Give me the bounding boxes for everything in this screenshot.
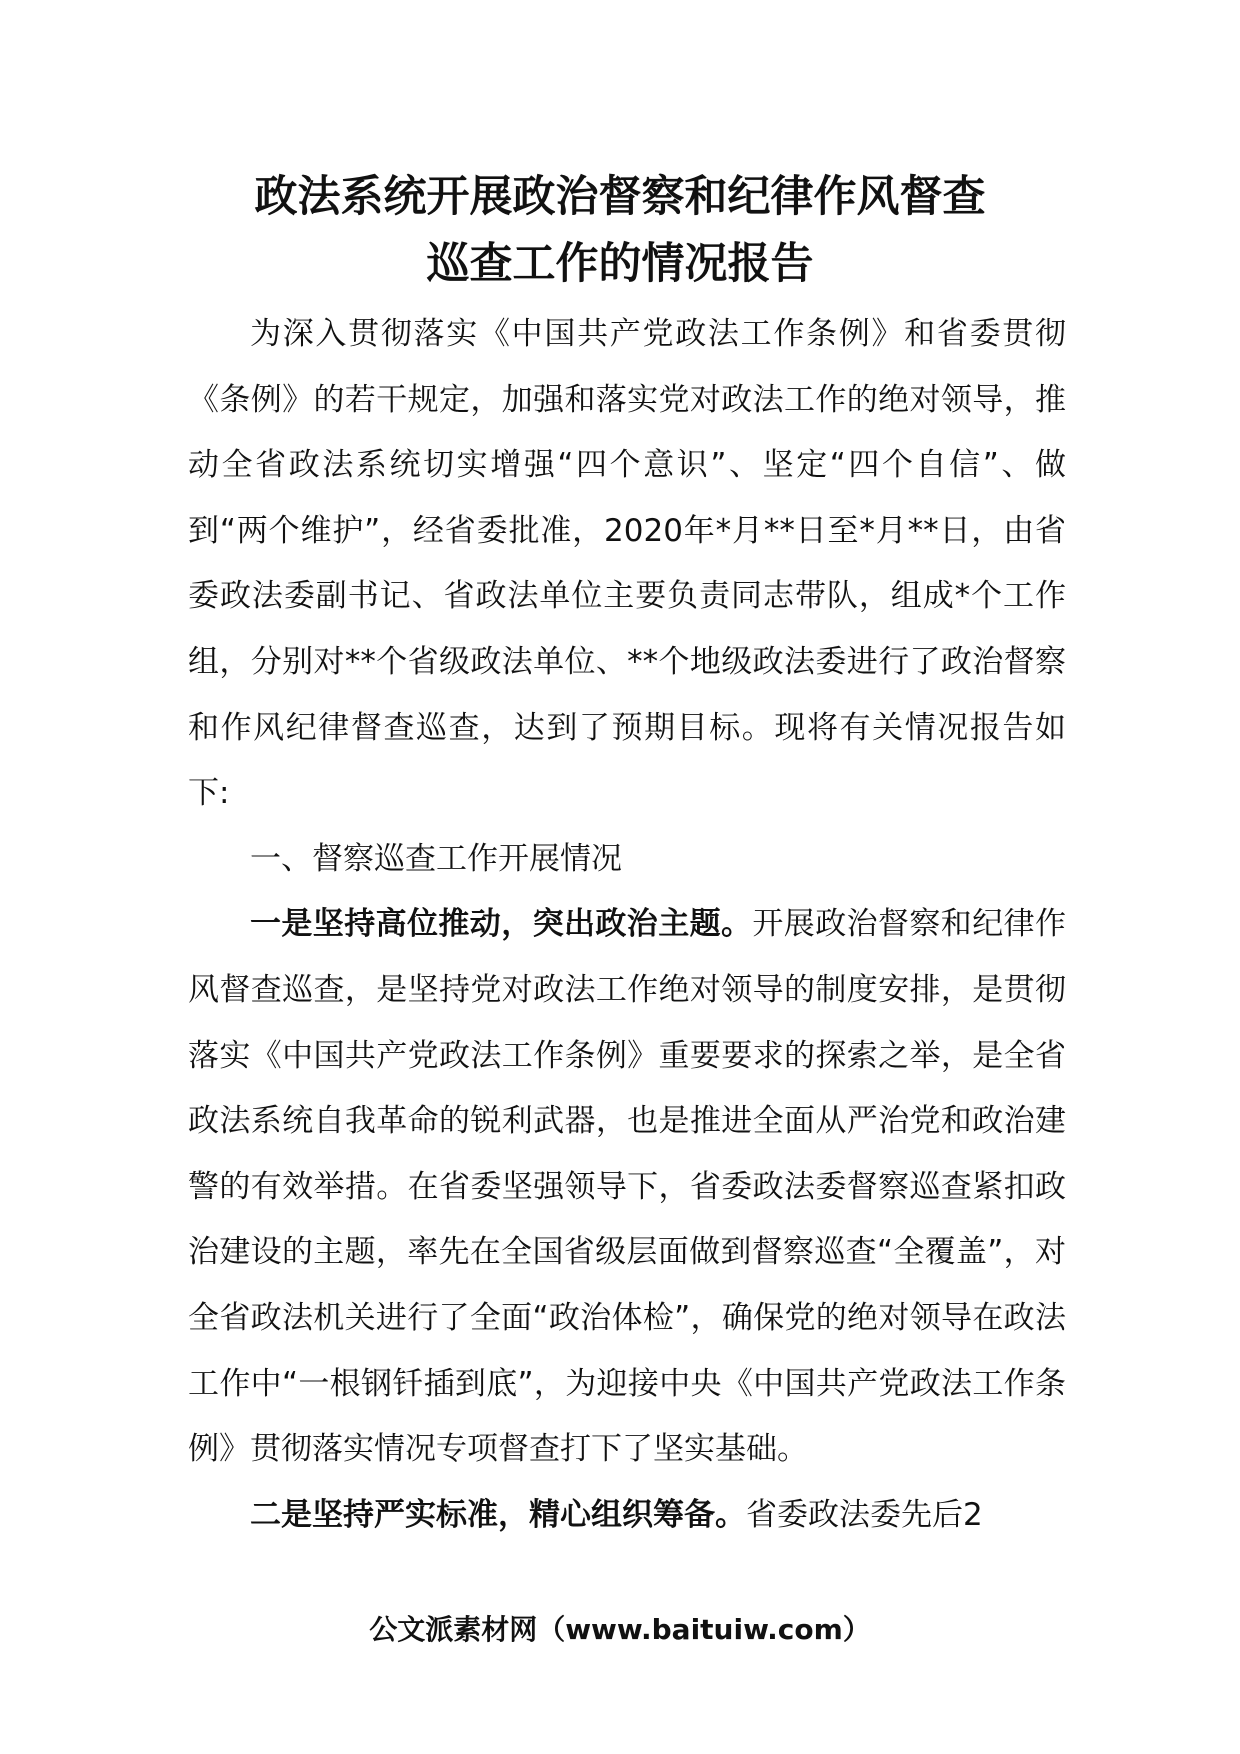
document-title-line-1: 政法系统开展政治督察和纪律作风督查 (254, 172, 986, 222)
document-title-line-2: 巡查工作的情况报告 (426, 239, 814, 289)
paragraph-point-2 (188, 1483, 1066, 1549)
paragraph-intro (188, 302, 1066, 827)
paragraph-text: 一、督察巡查工作开展情况 (250, 840, 622, 877)
paragraph-text: 开展政治督察和纪律作风督查巡查，是坚持党对政法工作绝对领导的制度安排，是贯彻落实《中国共产党政法工作条例》重要要求的探索之举，是全省政法系统自我革命的锐利武器，也是推进全面从严治党和政治建警的有效举措。在省委坚强领导下，省委政法委督察巡查紧扣政治建设的主题，率先在全国省级层面做到督察巡查“全覆盖”，对全省政法机关进行了全面“政治体检”，确保党的绝对领导在政法工作中“一根钢钎插到底”，为迎接中央《中国共产党政法工作条例》贯彻落实情况专项督查打下了坚实基础。 (188, 906, 1067, 1468)
paragraph-lead: 一是坚持高位推动，突出政治主题。 (250, 906, 753, 943)
paragraph-text: 省委政法委先后2 (746, 1496, 983, 1533)
footer-watermark: 公文派素材网（www.baituiw.com） (369, 1613, 871, 1646)
section-heading-1 (188, 827, 1066, 893)
paragraph-point-1 (188, 892, 1066, 1482)
paragraph-lead: 二是坚持严实标准，精心组织筹备。 (250, 1496, 746, 1533)
paragraph-text: 为深入贯彻落实《中国共产党政法工作条例》和省委贯彻《条例》的若干规定，加强和落实党对政法工作的绝对领导，推动全省政法系统切实增强“四个意识”、坚定“四个自信”、做到“两个维护”，经省委批准，2020年*月**日至*月**日，由省委政法委副书记、省政法单位主要负责同志带队，组成*个工作组，分别对**个省级政法单位、**个地级政法委进行了政治督察和作风纪律督查巡查，达到了预期目标。现将有关情况报告如下: (188, 316, 1066, 812)
document-body (188, 302, 1066, 1548)
